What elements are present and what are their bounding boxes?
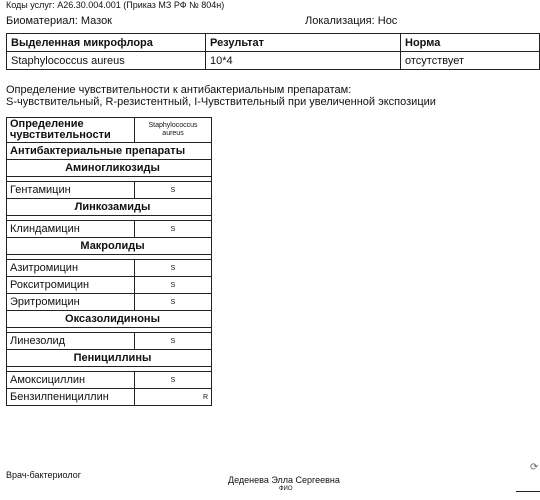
group-label: Оксазолидиноны xyxy=(7,311,212,328)
group-label: Макролиды xyxy=(7,238,212,255)
drug-name: Линезолид xyxy=(7,333,135,350)
localization: Локализация: Нос xyxy=(305,15,398,27)
group-label: Аминогликозиды xyxy=(7,160,212,177)
drug-result: S xyxy=(135,221,212,238)
flora-cell: Staphylococcus aureus xyxy=(7,52,206,70)
group-row xyxy=(7,199,212,216)
norm-cell: отсутствует xyxy=(401,52,540,70)
drug-name: Амоксициллин xyxy=(7,372,135,389)
table-row xyxy=(7,372,212,389)
col-flora-header: Выделенная микрофлора xyxy=(7,34,206,52)
group-label: Линкозамиды xyxy=(7,199,212,216)
drug-name: Бензилпенициллин xyxy=(7,389,135,406)
group-row xyxy=(7,238,212,255)
table-row xyxy=(7,221,212,238)
sensitivity-legend: S-чувствительный, R-резистентный, I-Чувствительный при увеличенной экспозиции xyxy=(6,96,436,108)
group-row xyxy=(7,350,212,367)
organism-header: Staphylococcus aureus xyxy=(135,118,212,143)
drug-name: Гентамицин xyxy=(7,182,135,199)
section-label: Антибактериальные препараты xyxy=(7,143,212,160)
table-row xyxy=(7,277,212,294)
table-row xyxy=(7,182,212,199)
drug-result: S xyxy=(135,277,212,294)
section-row xyxy=(7,143,212,160)
abx-header-label: Определение чувствительности xyxy=(7,118,135,143)
table-row xyxy=(7,389,212,406)
biomaterial: Биоматериал: Мазок xyxy=(6,15,112,27)
table-row xyxy=(7,260,212,277)
fio-caption: ФИО xyxy=(279,486,293,492)
sensitivity-title: Определение чувствительности к антибактериальным препаратам: xyxy=(6,84,352,96)
table-row xyxy=(7,294,212,311)
drug-name: Эритромицин xyxy=(7,294,135,311)
antibiotic-table xyxy=(6,117,212,406)
drug-result: S xyxy=(135,182,212,199)
table-row xyxy=(7,333,212,350)
result-cell: 10*4 xyxy=(206,52,401,70)
drug-name: Азитромицин xyxy=(7,260,135,277)
drug-name: Рокситромицин xyxy=(7,277,135,294)
abx-header-row xyxy=(7,118,212,143)
group-row xyxy=(7,311,212,328)
results-table xyxy=(6,33,540,70)
drug-result: S xyxy=(135,260,212,277)
drug-result: R xyxy=(135,389,212,406)
results-header-row xyxy=(7,34,540,52)
group-row xyxy=(7,160,212,177)
table-row xyxy=(7,52,540,70)
drug-result: S xyxy=(135,294,212,311)
doctor-name: Деденева Элла Сергеевна xyxy=(228,475,340,485)
group-label: Пенициллины xyxy=(7,350,212,367)
col-norm-header: Норма xyxy=(401,34,540,52)
drug-result: S xyxy=(135,372,212,389)
stamp-mark-icon: ⟳ xyxy=(530,462,539,473)
service-codes: Коды услуг: А26.30.004.001 (Приказ МЗ РФ № 804н) xyxy=(6,0,225,10)
signature-line xyxy=(516,491,540,492)
doctor-title: Врач-бактериолог xyxy=(6,470,82,480)
drug-result: S xyxy=(135,333,212,350)
drug-name: Клиндамицин xyxy=(7,221,135,238)
col-result-header: Результат xyxy=(206,34,401,52)
